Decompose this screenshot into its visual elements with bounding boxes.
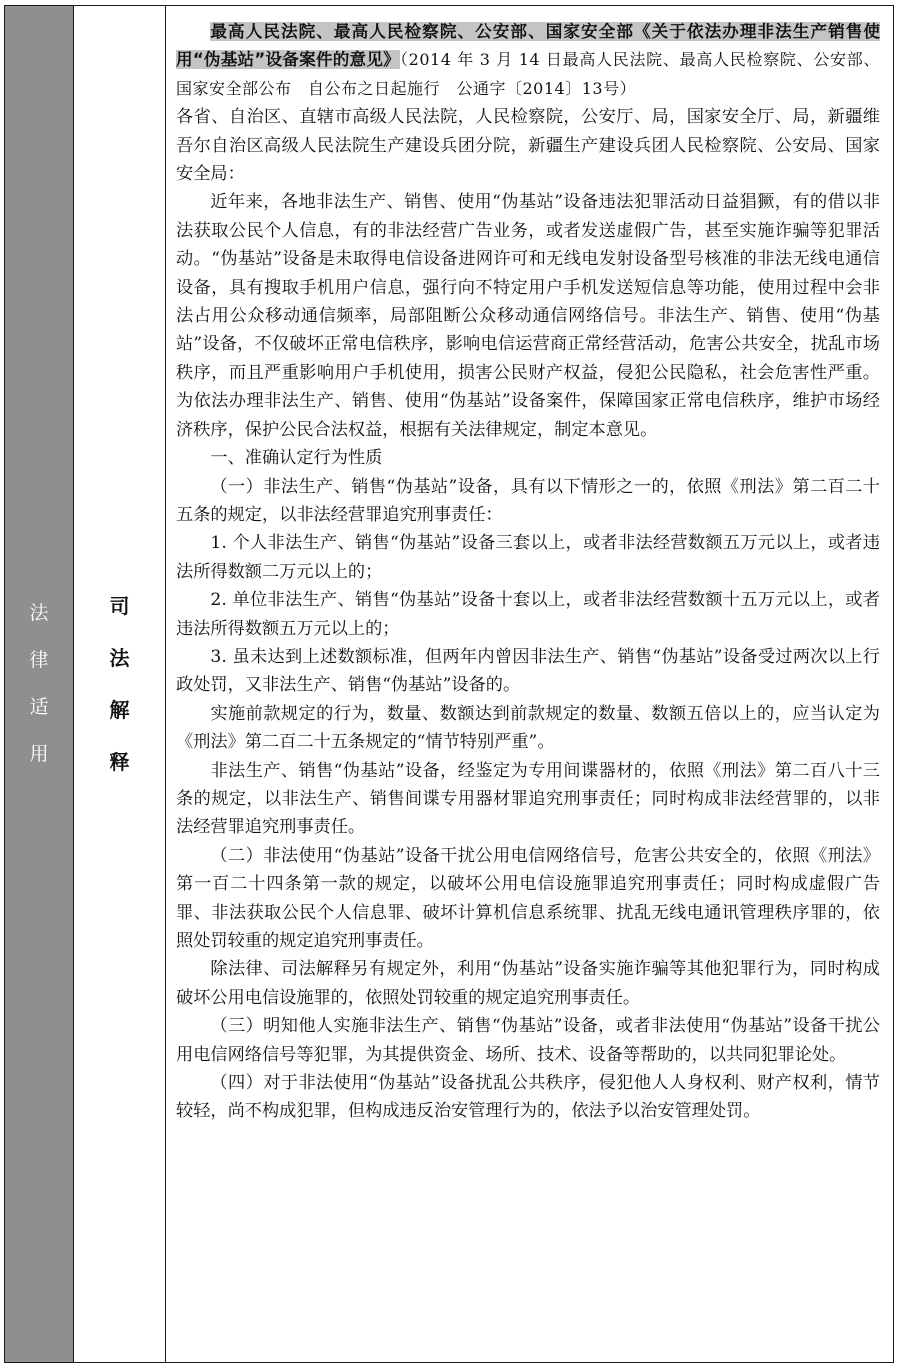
- category-cell: [5, 6, 74, 1362]
- paragraph: （三）明知他人实施非法生产、销售“伪基站”设备，或者非法使用“伪基站”设备干扰公用电信网络信号等犯罪，为其提供资金、场所、技术、设备等帮助的，以共同犯罪论处。: [176, 1016, 880, 1065]
- category-char: 用: [29, 743, 49, 765]
- document-title: 最高人民法院、最高人民检察院、公安部、国家安全部《关于依法办理非法生产销售使用“伪基站”设备案件的意见》: [176, 22, 880, 70]
- category-char: 法: [29, 602, 49, 624]
- subcategory-char: 司: [109, 594, 130, 618]
- list-item: 1. 个人非法生产、销售“伪基站”设备三套以上，或者非法经营数额五万元以上，或者违法所得数额二万元以上的；: [176, 533, 880, 582]
- paragraph: 近年来，各地非法生产、销售、使用“伪基站”设备违法犯罪活动日益猖獗，有的借以非法获取公民个人信息，有的非法经营广告业务，或者发送虚假广告，甚至实施诈骗等犯罪活动。“伪基站”设备是未取得电信设备进网许可和无线电发射设备型号核准的非法无线电通信设备，具有搜取手机用户信息，强行向不特定用户手机发送短信息等功能，使用过程中会非法占用公众移动通信频率，局部阻断公众移动通信网络信号。非法生产、销售、使用“伪基站”设备，不仅破坏正常电信秩序，影响电信运营商正常经营活动，危害公共安全，扰乱市场秩序，而且严重影响用户手机使用，损害公民财产权益，侵犯公民隐私，社会危害性严重。为依法办理非法生产、销售、使用“伪基站”设备案件，保障国家正常电信秩序，维护市场经济秩序，保护公民合法权益，根据有关法律规定，制定本意见。: [176, 192, 880, 440]
- subcategory-char: 释: [109, 750, 130, 774]
- content-cell: [166, 6, 893, 1362]
- subcategory-char: 法: [109, 646, 130, 670]
- paragraph: 实施前款规定的行为，数量、数额达到前款规定的数量、数额五倍以上的，应当认定为《刑法》第二百二十五条规定的“情节特别严重”。: [176, 703, 880, 753]
- section-heading: 一、准确认定行为性质: [210, 448, 383, 469]
- subcategory-cell: [74, 6, 166, 1362]
- subcategory-char: 解: [109, 698, 130, 722]
- paragraph: （四）对于非法使用“伪基站”设备扰乱公共秩序，侵犯他人人身权利、财产权利，情节较轻，尚不构成犯罪，但构成违反治安管理行为的，依法予以治安管理处罚。: [176, 1073, 880, 1122]
- list-item: 3. 虽未达到上述数额标准，但两年内曾因非法生产、销售“伪基站”设备受过两次以上行政处罚，又非法生产、销售“伪基站”设备的。: [176, 646, 880, 696]
- category-char: 律: [29, 649, 49, 671]
- addressee: 各省、自治区、直辖市高级人民法院，人民检察院，公安厅、局，国家安全厅、局，新疆维吾尔自治区高级人民法院生产建设兵团分院，新疆生产建设兵团人民检察院、公安局、国家安全局：: [176, 107, 880, 185]
- document-table: [4, 5, 894, 1363]
- paragraph: （二）非法使用“伪基站”设备干扰公用电信网络信号，危害公共安全的，依照《刑法》第一百二十四条第一款的规定，以破坏公用电信设施罪追究刑事责任；同时构成虚假广告罪、非法获取公民个人信息罪、破坏计算机信息系统罪、扰乱无线电通讯管理秩序罪的，依照处罚较重的规定追究刑事责任。: [176, 845, 880, 951]
- paragraph: 除法律、司法解释另有规定外，利用“伪基站”设备实施诈骗等其他犯罪行为，同时构成破坏公用电信设施罪的，依照处罚较重的规定追究刑事责任。: [176, 959, 880, 1008]
- paragraph: 非法生产、销售“伪基站”设备，经鉴定为专用间谍器材的，依照《刑法》第二百八十三条的规定，以非法生产、销售间谍专用器材罪追究刑事责任；同时构成非法经营罪的，以非法经营罪追究刑事责任。: [176, 760, 880, 838]
- document-header: [176, 18, 880, 103]
- list-item: 2. 单位非法生产、销售“伪基站”设备十套以上，或者非法经营数额十五万元以上，或者违法所得数额五万元以上的；: [176, 590, 880, 639]
- category-char: 适: [29, 696, 49, 718]
- document-meta: （2014 年 3 月 14 日最高人民法院、最高人民检察院、公安部、国家安全部公布 自公布之日起施行 公通字〔2014〕13号）: [176, 50, 880, 98]
- paragraph: （一）非法生产、销售“伪基站”设备，具有以下情形之一的，依照《刑法》第二百二十五条的规定，以非法经营罪追究刑事责任：: [176, 476, 880, 525]
